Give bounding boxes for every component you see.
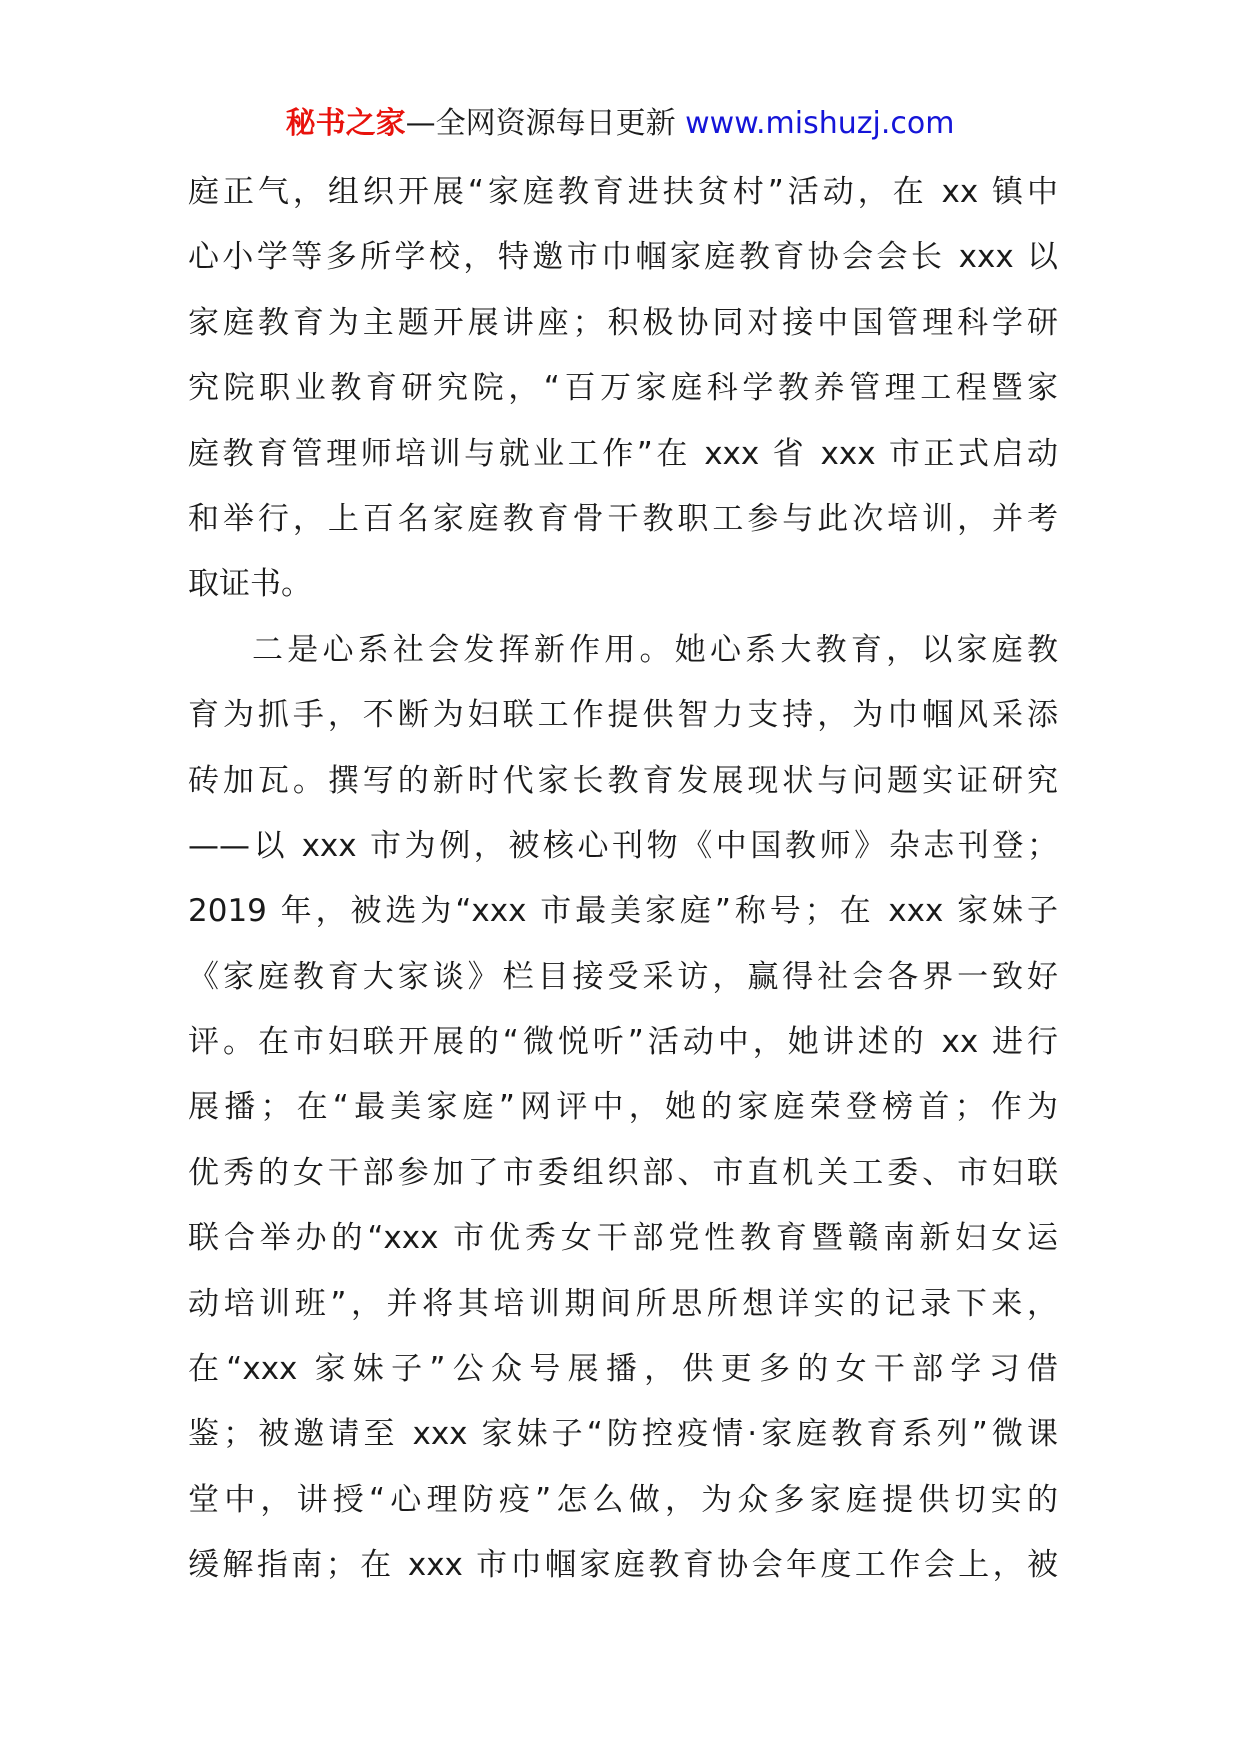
text-line: 庭教育管理师培训与就业工作”在 xxx 省 xxx 市正式启动 [188,435,1058,472]
text-line: 砖加瓦。撰写的新时代家长教育发展现状与问题实证研究 [188,762,1058,799]
text-line: 在“xxx 家妹子”公众号展播，供更多的女干部学习借 [188,1351,1058,1388]
text-line: 联合举办的“xxx 市优秀女干部党性教育暨赣南新妇女运 [188,1220,1058,1257]
text-line: 庭正气，组织开展“家庭教育进扶贫村”活动，在 xx 镇中 [188,174,1058,210]
text-line: 堂中，讲授“心理防疫”怎么做，为众多家庭提供切实的 [188,1481,1058,1518]
text-line: 鉴；被邀请至 xxx 家妹子“防控疫情·家庭教育系列”微课 [188,1416,1058,1453]
text-line: 育为抓手，不断为妇联工作提供智力支持，为巾帼风采添 [188,697,1058,734]
paragraph-start-line: 二是心系社会发挥新作用。她心系大教育，以家庭教 [252,631,1058,668]
text-line: 究院职业教育研究院，“百万家庭科学教养管理工程暨家 [188,370,1058,407]
text-line: 心小学等多所学校，特邀市巾帼家庭教育协会会长 xxx 以 [188,239,1058,276]
page-header [0,104,1240,144]
text-line: 动培训班”，并将其培训期间所思所想详实的记录下来， [188,1285,1058,1322]
text-line: 优秀的女干部参加了市委组织部、市直机关工委、市妇联 [188,1154,1058,1191]
text-line: 评。在市妇联开展的“微悦听”活动中，她讲述的 xx 进行 [188,1024,1058,1061]
header-tagline: —全网资源每日更新 [405,106,686,141]
text-line: 《家庭教育大家谈》栏目接受采访，赢得社会各界一致好 [188,958,1058,995]
text-line: 取证书。 [188,566,312,603]
text-line: 2019 年，被选为“xxx 市最美家庭”称号；在 xxx 家妹子 [188,893,1058,930]
document-body [188,160,1058,1599]
brand-name: 秘书之家 [285,106,406,141]
site-url-link[interactable]: www.mishuzj.com [685,106,955,141]
text-line: 和举行，上百名家庭教育骨干教职工参与此次培训，并考 [188,500,1058,537]
text-line: 展播；在“最美家庭”网评中，她的家庭荣登榜首；作为 [188,1089,1058,1126]
text-line: ——以 xxx 市为例，被核心刊物《中国教师》杂志刊登； [188,827,1058,864]
text-line: 家庭教育为主题开展讲座；积极协同对接中国管理科学研 [188,304,1058,341]
text-line: 缓解指南；在 xxx 市巾帼家庭教育协会年度工作会上，被 [188,1547,1058,1584]
